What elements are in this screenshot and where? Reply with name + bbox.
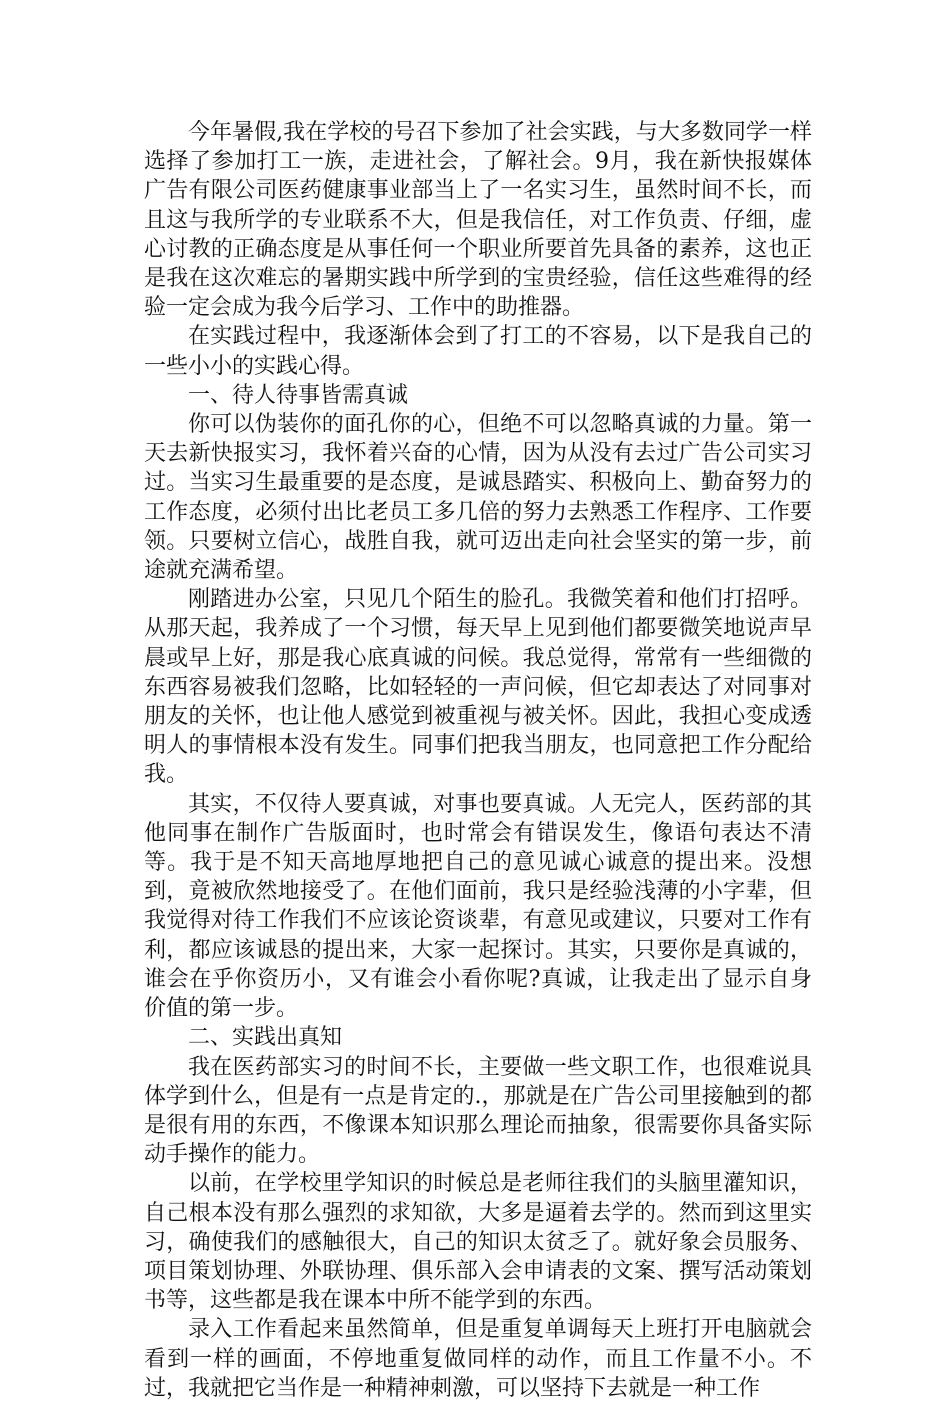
paragraph-intro: 今年暑假,我在学校的号召下参加了社会实践，与大多数同学一样选择了参加打工一族，走进社会，了解社会。9月，我在新快报媒体广告有限公司医药健康事业部当上了一名实习生，虽然时间不长，而且这与我所学的专业联系不大，但是我信任，对工作负责、仔细，虚心讨教的正确态度是从事任何一个职业所要首先具备的素养，这也正是我在这次难忘的暑期实践中所学到的宝贵经验，信任这些难得的经验一定会成为我今后学习、工作中的助推器。 <box>144 120 812 321</box>
paragraph-first-day: 你可以伪装你的面孔你的心，但绝不可以忽略真诚的力量。第一天去新快报实习，我怀着兴奋的心情，因为从没有去过广告公司实习过。当实习生最重要的是态度，是诚恳踏实、积极向上、勤奋努力的工作态度，必须付出比老员工多几倍的努力去熟悉工作程序、工作要领。只要树立信心，战胜自我，就可迈出走向社会坚实的第一步，前途就充满希望。 <box>144 412 812 584</box>
paragraph-school-knowledge: 以前，在学校里学知识的时候总是老师往我们的头脑里灌知识，自己根本没有那么强烈的求知欲，大多是逼着去学的。然而到这里实习，确使我们的感触很大，自己的知识太贫乏了。就好象会员服务、项目策划协理、外联协理、俱乐部入会申请表的文案、撰写活动策划书等，这些都是我在课本中所不能学到的东西。 <box>144 1171 812 1314</box>
paragraph-sincere-work: 其实，不仅待人要真诚，对事也要真诚。人无完人，医药部的其他同事在制作广告版面时，也时常会有错误发生，像语句表达不清等。我于是不知天高地厚地把自己的意见诚心诚意的提出来。没想到，竟被欣然地接受了。在他们面前，我只是经验浅薄的小字辈，但我觉得对待工作我们不应该论资谈辈，有意见或建议，只要对工作有利，都应该诚恳的提出来，大家一起探讨。其实，只要你是真诚的，谁会在乎你资历小，又有谁会小看你呢?真诚，让我走出了显示自身价值的第一步。 <box>144 791 812 1022</box>
paragraph-practice-process: 在实践过程中，我逐渐体会到了打工的不容易，以下是我自己的一些小小的实践心得。 <box>144 324 812 379</box>
section-heading-practice: 二、实践出真知 <box>188 1025 343 1051</box>
paragraph-medical-dept: 我在医药部实习的时间不长，主要做一些文职工作，也很难说具体学到什么，但是有一点是肯定的.，那就是在广告公司里接触到的都是很有用的东西，不像课本知识那么理论而抽象，很需要你具备实际动手操作的能力。 <box>144 1054 812 1168</box>
document-body <box>144 118 812 1403</box>
section-heading-sincerity: 一、待人待事皆需真诚 <box>188 382 409 408</box>
paragraph-data-entry: 录入工作看起来虽然简单，但是重复单调每天上班打开电脑就会看到一样的画面，不停地重复做同样的动作，而且工作量不小。不过，我就把它当作是一种精神刺激，可以坚持下去就是一种工作 <box>144 1317 812 1401</box>
paragraph-office-greeting: 刚踏进办公室，只见几个陌生的脸孔。我微笑着和他们打招呼。从那天起，我养成了一个习惯，每天早上见到他们都要微笑地说声早晨或早上好，那是我心底真诚的问候。我总觉得，常常有一些细微的东西容易被我们忽略，比如轻轻的一声问候，但它却表达了对同事对朋友的关怀，也让他人感觉到被重视与被关怀。因此，我担心变成透明人的事情根本没有发生。同事们把我当朋友，也同意把工作分配给我。 <box>144 587 812 788</box>
